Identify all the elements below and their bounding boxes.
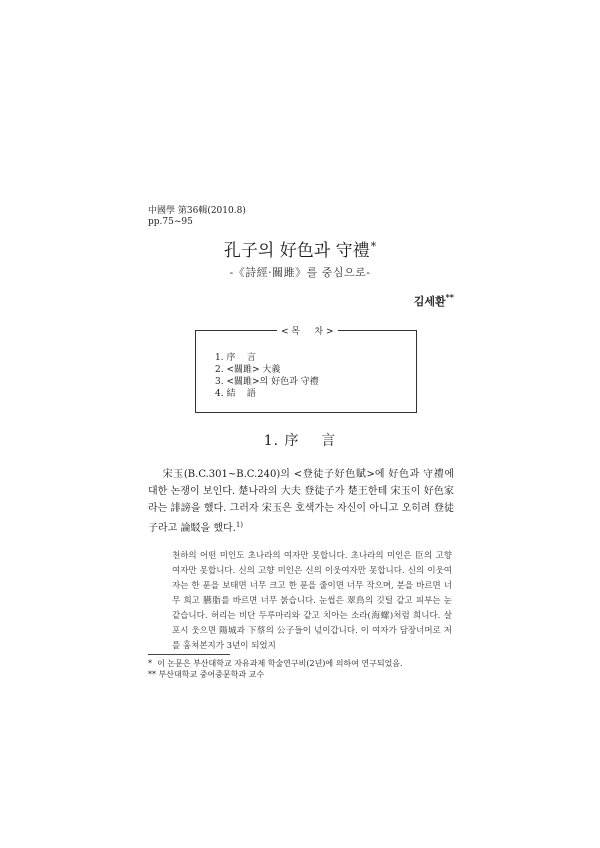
author-footnote-marker: ** xyxy=(445,292,454,302)
toc-item: 1. 序 言 xyxy=(215,353,256,363)
footnote-divider xyxy=(148,654,230,655)
toc-item: 2. <關雎> 大義 xyxy=(215,365,281,375)
paper-title-text: 孔子의 好色과 守禮 xyxy=(223,241,370,261)
body-paragraph xyxy=(148,466,454,537)
journal-citation: 中國學 第36輯(2010.8) xyxy=(148,206,246,216)
toc-list xyxy=(215,352,319,400)
toc-label: < 목 차 > xyxy=(277,324,338,337)
paper-title xyxy=(0,236,600,261)
paper-subtitle: -《詩經·關雎》를 중심으로- xyxy=(229,266,371,279)
page-range: pp.75~95 xyxy=(148,217,193,227)
title-footnote-marker: * xyxy=(370,240,377,253)
author-name: 김세환 xyxy=(413,295,446,308)
author xyxy=(414,292,454,309)
block-quote: 천하의 어떤 미인도 초나라의 여자만 못합니다. 초나라의 미인은 臣의 고향 여자만 못합니다. 신의 고향 미인은 신의 이웃여자만 못합니다. 신의 이웃여자는 한 푼을 보태면 너무 크고 한 푼을 줄이면 너무 작으며, 분을 바르면 너무 희고 臙脂를 바르면 너무 붉습니다. 눈썹은 翠鳥의 깃털 같고 피부는 눈 같습니다. 허리는 비단 두루마리와 같고 치아는 소라(海螺)처럼 희니다. 살포시 웃으면 陽城과 下蔡의 公子들이 넋이갑니다. 이 여자가 담장너머로 저를 훔쳐본지가 3년이 되었지 xyxy=(172,551,452,651)
footnote: ** 부산대학교 중어중문학과 교수 xyxy=(148,670,265,679)
footnote: * 이 논문은 부산대학교 자유과제 학술연구비(2년)에 의하여 연구되었음. xyxy=(148,659,403,668)
section-heading: 1. 序 言 xyxy=(263,433,337,449)
footnote-reference: 1) xyxy=(235,521,244,529)
toc-item: 3. <關雎>의 好色과 守禮 xyxy=(215,377,319,387)
toc-item: 4. 結 語 xyxy=(215,389,256,399)
body-paragraph-text: 宋玉(B.C.301~B.C.240)의 <登徒子好色賦>에 好色과 守禮에 대한 논쟁이 보인다. 楚나라의 大夫 登徒子가 楚王한테 宋玉이 好色家라는 誹謗을 했다. 그러자 宋玉은 호색가는 자신이 아니고 오히려 登徒子라고 論駁을 했다. xyxy=(148,469,454,534)
